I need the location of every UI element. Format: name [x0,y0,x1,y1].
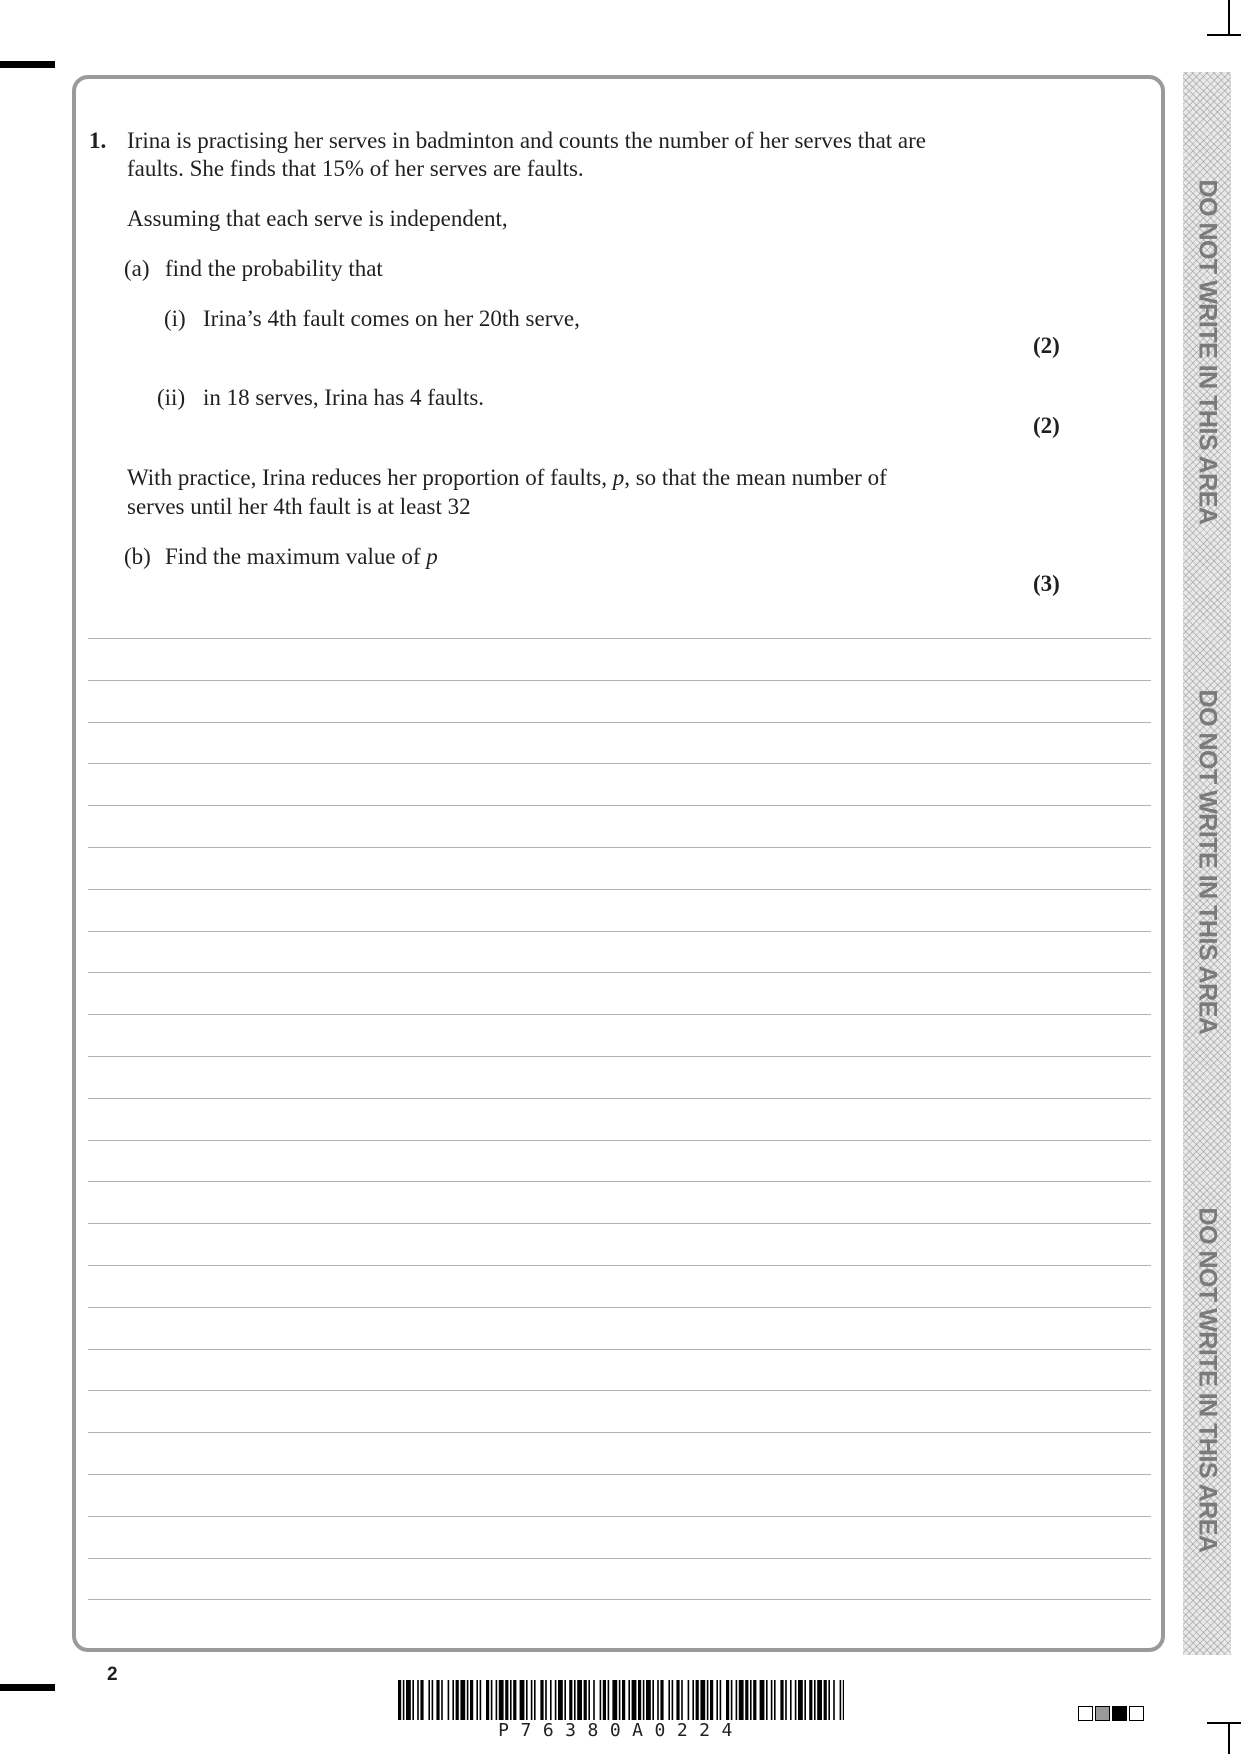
bottom-left-edge-mark [0,1684,55,1691]
barcode-bar [540,1680,543,1720]
barcode-bar [406,1680,411,1720]
part-b-label: (b) [124,544,151,569]
answer-line [88,1558,1151,1559]
answer-line [88,763,1151,764]
barcode-bar [824,1680,827,1720]
barcode-bar [726,1680,729,1720]
answer-line [88,638,1151,639]
part-a-text: find the probability that [165,256,383,281]
barcode-bar [534,1680,536,1720]
barcode-bar [622,1680,625,1720]
barcode-bar [632,1680,637,1720]
top-right-corner-mark-h [1207,34,1241,36]
barcode-bar [745,1680,748,1720]
barcode-bar [736,1680,738,1720]
registration-square-black [1112,1706,1127,1721]
barcode-bar [760,1680,765,1720]
barcode-bar [558,1680,563,1720]
do-not-write-label-middle: DO NOT WRITE IN THIS AREA [1193,689,1222,1035]
barcode-bar [681,1680,683,1720]
barcode-bar [441,1680,443,1720]
practice-line-1-end: , so that the mean number of [624,465,887,490]
barcode-bar [696,1680,699,1720]
barcode-bar [660,1680,663,1720]
question-intro-line-1: Irina is practising her serves in badminton and counts the number of her serves that are [127,128,927,153]
barcode-bar [403,1680,405,1720]
bottom-right-corner-mark [1228,1722,1230,1754]
bottom-right-corner-mark-h [1207,1722,1241,1724]
barcode-bar [750,1680,752,1720]
barcode-bar [643,1680,645,1720]
barcode-bar [652,1680,654,1720]
barcode-bar [496,1680,498,1720]
barcode-bar [692,1680,694,1720]
answer-line [88,805,1151,806]
answer-line [88,1390,1151,1391]
answer-line [88,1056,1151,1057]
barcode-bar [716,1680,718,1720]
barcode-bar [809,1680,812,1720]
registration-square-grey [1095,1706,1110,1721]
do-not-write-label-bottom: DO NOT WRITE IN THIS AREA [1193,1207,1222,1553]
barcode-bar [638,1680,641,1720]
answer-line [88,1265,1151,1266]
top-left-edge-mark [0,61,55,68]
barcode-bar [739,1680,744,1720]
barcode-bar [491,1680,493,1720]
barcode-bar [476,1680,478,1720]
barcode-bar [593,1680,595,1720]
answer-line [88,1307,1151,1308]
barcode-bar [798,1680,803,1720]
part-a-i-marks: (2) [1033,333,1060,358]
answer-line [88,1014,1151,1015]
barcode-bar [840,1680,842,1720]
barcode-bar [688,1680,690,1720]
part-b-marks: (3) [1033,571,1060,596]
barcode-image [398,1680,844,1720]
practice-line-1 [127,463,887,492]
top-right-corner-mark [1228,0,1230,36]
barcode-bar [550,1680,552,1720]
registration-square-white [1078,1706,1093,1721]
barcode-bar [499,1680,504,1720]
barcode-bar [814,1680,816,1720]
barcode-bar [584,1680,587,1720]
barcode-bar [753,1680,756,1720]
answer-line [88,1098,1151,1099]
barcode-bar [790,1680,792,1720]
barcode-bar [771,1680,773,1720]
part-a-i-label: (i) [164,306,186,331]
barcode-bar [608,1680,610,1720]
part-a-ii-label: (ii) [157,385,186,410]
answer-line [88,680,1151,681]
barcode-bar [420,1680,423,1720]
barcode-bar [486,1680,489,1720]
barcode-bar [510,1680,512,1720]
answer-line [88,1140,1151,1141]
part-b-text [165,542,438,571]
part-b-text-main: Find the maximum value of [165,544,427,569]
barcode-bar [574,1680,576,1720]
barcode-bar [520,1680,525,1720]
barcode-bar [731,1680,733,1720]
barcode-bar [657,1680,659,1720]
answer-line [88,972,1151,973]
barcode-bar [804,1680,806,1720]
barcode-bar [555,1680,557,1720]
part-b-variable-p: p [426,544,438,569]
barcode-bar [417,1680,419,1720]
answer-line [88,931,1151,932]
practice-line-1-start: With practice, Irina reduces her proportion of faults, [127,465,613,490]
barcode-bar [526,1680,528,1720]
barcode-bar [460,1680,465,1720]
barcode-bar [545,1680,547,1720]
answer-line [88,1516,1151,1517]
answer-line [88,1599,1151,1600]
barcode-bar [676,1680,679,1720]
do-not-write-label-top: DO NOT WRITE IN THIS AREA [1193,179,1222,525]
barcode-bar [452,1680,454,1720]
barcode-bar [467,1680,469,1720]
barcode-bar [612,1680,617,1720]
part-a-label: (a) [124,256,150,281]
answer-line [88,1349,1151,1350]
barcode-text: P76380A0224 [498,1720,744,1741]
barcode-bar [828,1680,830,1720]
barcode-bar [448,1680,450,1720]
answer-line [88,847,1151,848]
barcode-bar [603,1680,606,1720]
barcode-bar [577,1680,582,1720]
barcode-bar [569,1680,572,1720]
answer-line [88,1223,1151,1224]
barcode-bar [480,1680,482,1720]
question-assumption: Assuming that each serve is independent, [127,206,508,231]
answer-line [88,1474,1151,1475]
barcode-bar [833,1680,835,1720]
barcode-bar [774,1680,776,1720]
barcode-bar [564,1680,566,1720]
question-intro-line-2: faults. She finds that 15% of her serves are faults. [127,156,584,181]
question-number [89,126,106,155]
barcode-bar [470,1680,473,1720]
barcode-bar [531,1680,533,1720]
barcode-bar [600,1680,602,1720]
part-a-i-text: Irina’s 4th fault comes on her 20th serve, [203,306,580,331]
barcode-bar [412,1680,414,1720]
barcode-bar [707,1680,709,1720]
barcode-bar [672,1680,674,1720]
barcode-bar [398,1680,401,1720]
barcode-bar [710,1680,713,1720]
barcode-bar [513,1680,516,1720]
barcode-bar [766,1680,768,1720]
barcode-bar [817,1680,822,1720]
answer-line [88,1181,1151,1182]
part-a-ii-text: in 18 serves, Irina has 4 faults. [203,385,485,410]
barcode-bar [428,1680,430,1720]
print-registration-squares [1078,1706,1146,1721]
question-number-label: 1. [89,128,107,153]
barcode-bar [720,1680,722,1720]
barcode-bar [795,1680,797,1720]
answer-line [88,722,1151,723]
barcode-bar [619,1680,621,1720]
part-a-ii-marks: (2) [1033,413,1060,438]
barcode-bar [785,1680,787,1720]
barcode-bar [505,1680,508,1720]
answer-line [88,889,1151,890]
barcode-bar [700,1680,705,1720]
practice-variable-p: p [612,465,625,490]
barcode-bar [456,1680,459,1720]
barcode-bar [780,1680,783,1720]
barcode-bar [843,1680,844,1720]
barcode-bar [588,1680,590,1720]
barcode-bar [646,1680,651,1720]
answer-line [88,1432,1151,1433]
barcode-bar [668,1680,670,1720]
practice-line-2: serves until her 4th fault is at least 32 [127,494,471,519]
barcode-bar [436,1680,439,1720]
page-number: 2 [107,1664,118,1685]
barcode-bar [628,1680,630,1720]
registration-square-white-2 [1129,1706,1144,1721]
barcode-bar [432,1680,434,1720]
